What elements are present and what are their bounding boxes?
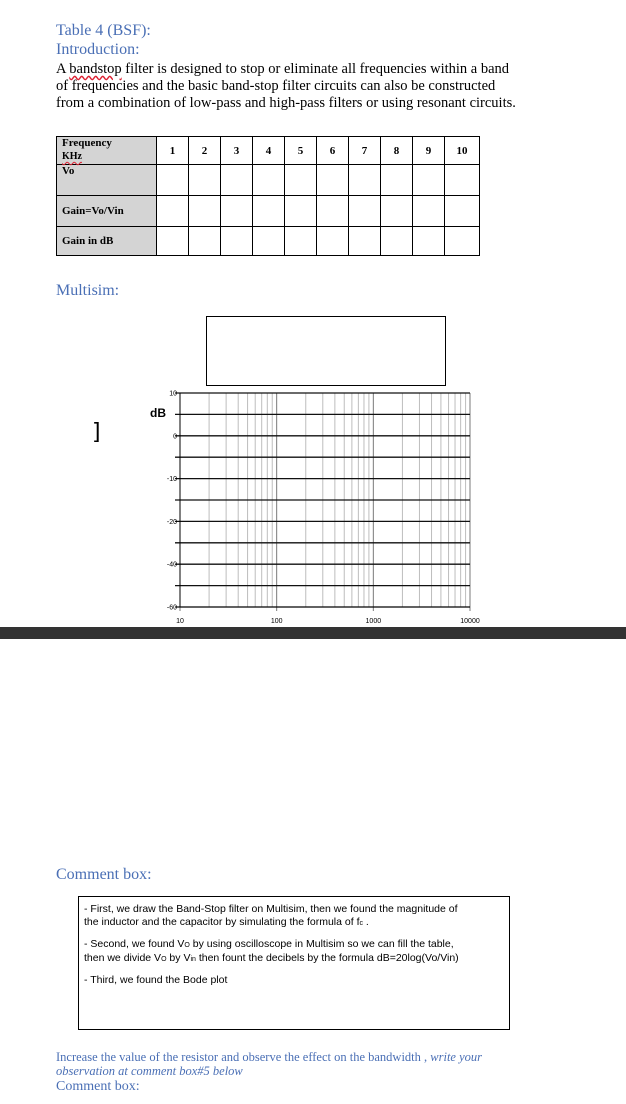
y-tick-label: 10 (169, 390, 177, 398)
page-separator (0, 627, 626, 639)
x-tick-label: 100 (270, 618, 283, 625)
freq-col: 7 (349, 137, 381, 165)
table-cell[interactable] (381, 165, 413, 196)
comment-line: - Third, we found the Bode plot (84, 974, 228, 986)
comment-text: the inductor and the capacitor by simulating the formula of f (84, 916, 360, 928)
intro-line-1 (56, 61, 576, 78)
freq-col: 5 (285, 137, 317, 165)
subscript: c (359, 920, 363, 927)
table-cell[interactable] (381, 196, 413, 227)
table-row (57, 227, 480, 256)
frequency-unit: KHz (62, 151, 82, 162)
table-cell[interactable] (189, 165, 221, 196)
row-label-gain-db: Gain in dB (57, 227, 157, 256)
x-tick-labels (176, 618, 480, 625)
multisim-label: Multisim: (56, 282, 120, 299)
intro-text: filter is designed to stop or eliminate all frequencies within a band (121, 61, 510, 77)
row-label-vo: Vo (57, 165, 157, 196)
table-row (57, 137, 480, 165)
table-cell[interactable] (253, 165, 285, 196)
table-cell[interactable] (253, 196, 285, 227)
y-tick-label: 0 (173, 433, 177, 441)
table-cell[interactable] (317, 227, 349, 256)
freq-col: 8 (381, 137, 413, 165)
table-cell[interactable] (189, 227, 221, 256)
comment-text: then we divide V (84, 952, 162, 964)
table-cell[interactable] (157, 165, 189, 196)
table-cell[interactable] (189, 196, 221, 227)
intro-text: A (56, 61, 70, 77)
table-cell[interactable] (157, 196, 189, 227)
table-cell[interactable] (413, 196, 445, 227)
freq-col: 4 (253, 137, 285, 165)
comment-line: - First, we draw the Band-Stop filter on Multisim, then we found the magnitude of (84, 903, 458, 915)
table-cell[interactable] (221, 196, 253, 227)
table-title: Table 4 (BSF): (56, 22, 151, 39)
comment-text: by V (166, 952, 191, 964)
subscript: in (190, 956, 196, 963)
table-cell[interactable] (445, 196, 480, 227)
table-cell[interactable] (285, 165, 317, 196)
table-cell[interactable] (221, 227, 253, 256)
table-cell[interactable] (349, 196, 381, 227)
comment-box-label-2: Comment box: (56, 1079, 140, 1094)
y-tick-labels (167, 391, 177, 612)
introduction-label: Introduction: (56, 41, 140, 58)
comment-line (84, 938, 504, 952)
x-tick-label: 10 (176, 618, 184, 625)
subscript: O (161, 956, 167, 963)
table-cell[interactable] (445, 165, 480, 196)
freq-col: 10 (445, 137, 480, 165)
table-cell[interactable] (413, 227, 445, 256)
comment-box-label: Comment box: (56, 866, 152, 883)
freq-col: 3 (221, 137, 253, 165)
comment-line (84, 952, 504, 966)
x-tick-label: 10000 (460, 618, 480, 625)
freq-col: 1 (157, 137, 189, 165)
y-tick-label: -60 (166, 604, 177, 612)
y-tick-label: -20 (166, 518, 177, 526)
instruction-text-b: write your (427, 1050, 483, 1064)
comment-text: . (363, 916, 369, 928)
instruction-text (56, 1050, 482, 1078)
y-tick-label: -10 (166, 476, 177, 484)
misspelled-word: bandstop (69, 61, 122, 77)
intro-line-3: from a combination of low-pass and high-pass filters or using resonant circuits. (56, 95, 516, 111)
comment-line (84, 916, 504, 930)
table-cell[interactable] (349, 227, 381, 256)
y-tick-label: -40 (166, 561, 177, 569)
table-row (57, 165, 480, 196)
instruction-line-2: observation at comment box#5 below (56, 1064, 243, 1078)
table-cell[interactable] (221, 165, 253, 196)
measurement-table (56, 136, 480, 256)
instruction-text-a: Increase the value of the resistor and observe the effect on the bandwidth , (56, 1050, 428, 1064)
instruction-line-1 (56, 1050, 482, 1064)
comment-box[interactable] (78, 896, 510, 1030)
y-axis-label: dB (150, 406, 166, 420)
freq-col: 9 (413, 137, 445, 165)
table-cell[interactable] (253, 227, 285, 256)
bode-plot (130, 380, 480, 630)
freq-col: 6 (317, 137, 349, 165)
bracket-mark: ] (92, 420, 101, 445)
comment-text: - Second, we found V (84, 938, 185, 950)
intro-line-2: of frequencies and the basic band-stop filter circuits can also be constructed (56, 78, 496, 94)
comment-text: then fount the decibels by the formula dB=20log(Vo/Vin) (195, 952, 459, 964)
comment-text: by using oscilloscope in Multisim so we can fill the table, (189, 938, 454, 950)
subscript: O (184, 942, 190, 949)
row-label-gain: Gain=Vo/Vin (57, 196, 157, 227)
table-cell[interactable] (381, 227, 413, 256)
table-cell[interactable] (317, 165, 349, 196)
x-tick-label: 1000 (365, 618, 382, 625)
freq-col: 2 (189, 137, 221, 165)
table-cell[interactable] (413, 165, 445, 196)
multisim-image-placeholder[interactable] (206, 316, 446, 386)
intro-paragraph (56, 61, 576, 112)
table-cell[interactable] (445, 227, 480, 256)
table-cell[interactable] (317, 196, 349, 227)
table-cell[interactable] (157, 227, 189, 256)
frequency-header (57, 137, 157, 165)
table-row (57, 196, 480, 227)
table-cell[interactable] (285, 196, 317, 227)
frequency-label: Frequency (62, 137, 112, 149)
table-cell[interactable] (349, 165, 381, 196)
table-cell[interactable] (285, 227, 317, 256)
